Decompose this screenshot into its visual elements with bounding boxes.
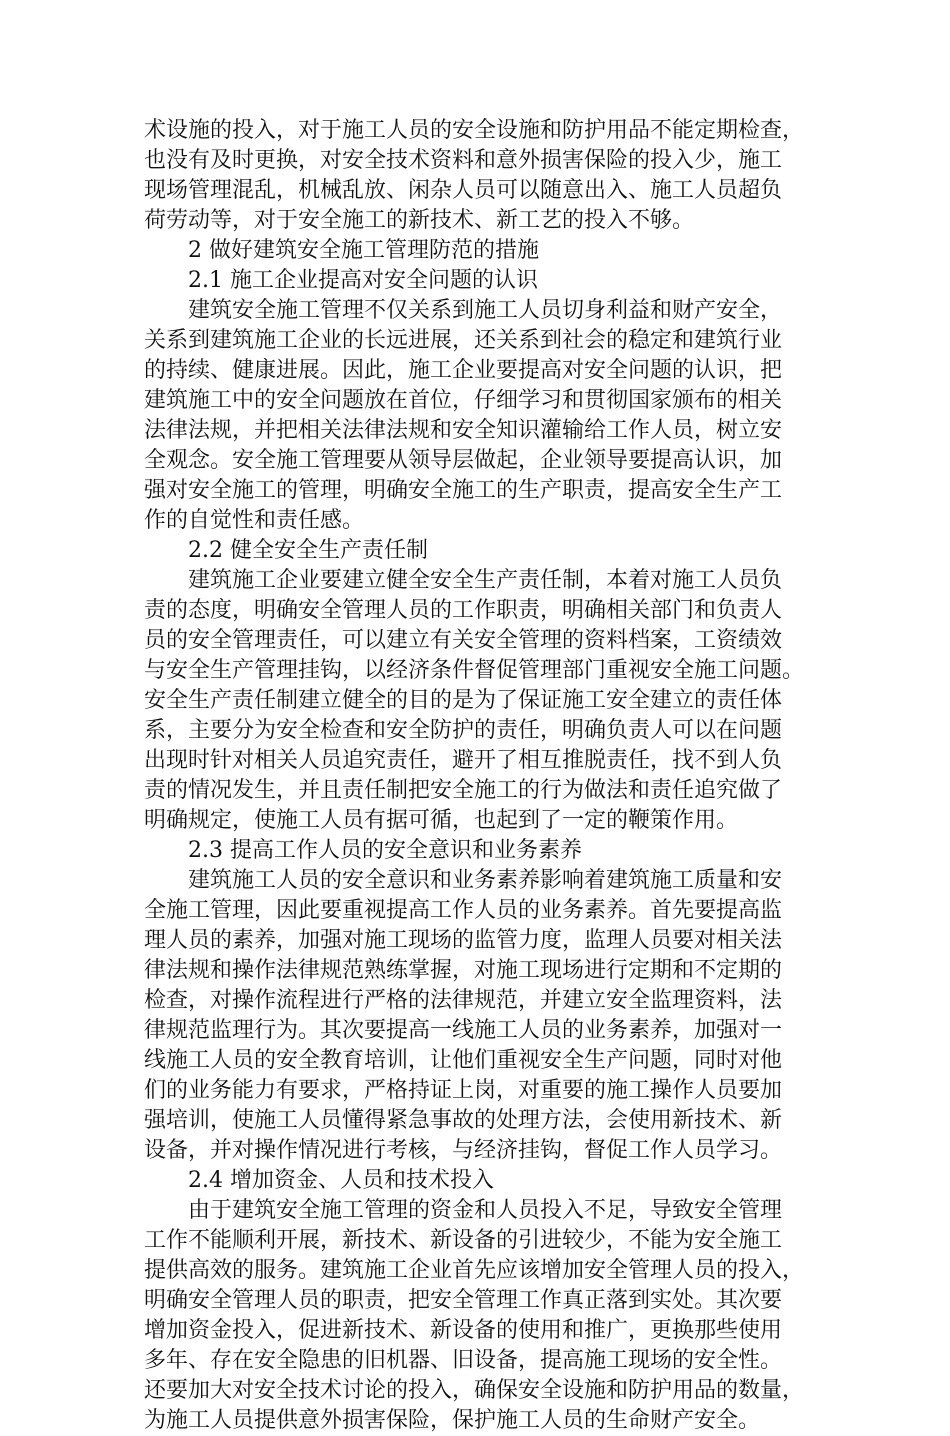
text-line: 工作不能顺利开展，新技术、新设备的引进较少，不能为安全施工 [144, 1228, 783, 1253]
paragraph-2-2 [144, 566, 814, 836]
text-line: 关系到建筑施工企业的长远进展，还关系到社会的稳定和建筑行业 [144, 328, 783, 353]
paragraph-2-1 [144, 296, 814, 536]
text-line: 责的态度，明确安全管理人员的工作职责，明确相关部门和负责人 [144, 598, 783, 623]
text-line: 为施工人员提供意外损害保险，保护施工人员的生命财产安全。 [144, 1408, 761, 1433]
text-line: 法律法规，并把相关法律法规和安全知识灌输给工作人员，树立安 [144, 418, 783, 443]
text-line: 律法规和操作法律规范熟练掌握，对施工现场进行定期和不定期的 [144, 958, 783, 983]
text-line: 律规范监理行为。其次要提高一线施工人员的业务素养，加强对一 [144, 1018, 783, 1043]
text-line: 明确规定，使施工人员有据可循，也起到了一定的鞭策作用。 [144, 808, 739, 833]
text-line: 作的自觉性和责任感。 [144, 508, 365, 533]
text-line: 设备，并对操作情况进行考核，与经济挂钩，督促工作人员学习。 [144, 1138, 783, 1163]
section-heading-2-3: 2.3 提高工作人员的安全意识和业务素养 [188, 838, 582, 863]
text-line: 强对安全施工的管理，明确安全施工的生产职责，提高安全生产工 [144, 478, 783, 503]
text-line: 强培训，使施工人员懂得紧急事故的处理方法，会使用新技术、新 [144, 1108, 783, 1133]
text-line: 出现时针对相关人员追究责任，避开了相互推脱责任，找不到人负 [144, 748, 783, 773]
text-line: 线施工人员的安全教育培训，让他们重视安全生产问题，同时对他 [144, 1048, 783, 1073]
text-line: 理人员的素养，加强对施工现场的监管力度，监理人员要对相关法 [144, 928, 783, 953]
text-line: 建筑施工企业要建立健全安全生产责任制，本着对施工人员负 [188, 568, 783, 593]
paragraph-2-4 [144, 1196, 814, 1436]
section-heading-2: 2 做好建筑安全施工管理防范的措施 [188, 238, 539, 263]
text-line: 提供高效的服务。建筑施工企业首先应该增加安全管理人员的投入， [144, 1258, 805, 1283]
text-line: 系，主要分为安全检查和安全防护的责任，明确负责人可以在问题 [144, 718, 783, 743]
text-line: 增加资金投入，促进新技术、新设备的使用和推广，更换那些使用 [144, 1318, 783, 1343]
text-line: 术设施的投入，对于施工人员的安全设施和防护用品不能定期检查， [144, 118, 805, 143]
text-line: 还要加大对安全技术讨论的投入，确保安全设施和防护用品的数量， [144, 1378, 805, 1403]
text-line: 建筑安全施工管理不仅关系到施工人员切身利益和财产安全， [188, 298, 783, 323]
text-line: 的持续、健康进展。因此，施工企业要提高对安全问题的认识，把 [144, 358, 783, 383]
text-line: 建筑施工中的安全问题放在首位，仔细学习和贯彻国家颁布的相关 [144, 388, 783, 413]
text-line: 建筑施工人员的安全意识和业务素养影响着建筑施工质量和安 [188, 868, 783, 893]
document-page [144, 116, 814, 1436]
section-heading-2-1: 2.1 施工企业提高对安全问题的认识 [188, 268, 538, 293]
section-heading-2-2: 2.2 健全安全生产责任制 [188, 538, 428, 563]
paragraph-continuation [144, 116, 814, 236]
text-line: 全观念。安全施工管理要从领导层做起，企业领导要提高认识，加 [144, 448, 783, 473]
text-line: 责的情况发生，并且责任制把安全施工的行为做法和责任追究做了 [144, 778, 783, 803]
section-heading-2-4: 2.4 增加资金、人员和技术投入 [188, 1168, 494, 1193]
text-line: 荷劳动等，对于安全施工的新技术、新工艺的投入不够。 [144, 208, 695, 233]
text-line: 现场管理混乱，机械乱放、闲杂人员可以随意出入、施工人员超负 [144, 178, 783, 203]
paragraph-2-3 [144, 866, 814, 1166]
text-line: 全施工管理，因此要重视提高工作人员的业务素养。首先要提高监 [144, 898, 783, 923]
text-line: 安全生产责任制建立健全的目的是为了保证施工安全建立的责任体 [144, 688, 783, 713]
text-line: 多年、存在安全隐患的旧机器、旧设备，提高施工现场的安全性。 [144, 1348, 783, 1373]
text-line: 明确安全管理人员的职责，把安全管理工作真正落到实处。其次要 [144, 1288, 783, 1313]
text-line: 由于建筑安全施工管理的资金和人员投入不足，导致安全管理 [188, 1198, 783, 1223]
text-line: 检查，对操作流程进行严格的法律规范，并建立安全监理资料，法 [144, 988, 783, 1013]
text-line: 们的业务能力有要求，严格持证上岗，对重要的施工操作人员要加 [144, 1078, 783, 1103]
text-line: 也没有及时更换，对安全技术资料和意外损害保险的投入少，施工 [144, 148, 783, 173]
text-line: 与安全生产管理挂钩，以经济条件督促管理部门重视安全施工问题。 [144, 658, 805, 683]
text-line: 员的安全管理责任，可以建立有关安全管理的资料档案，工资绩效 [144, 628, 783, 653]
